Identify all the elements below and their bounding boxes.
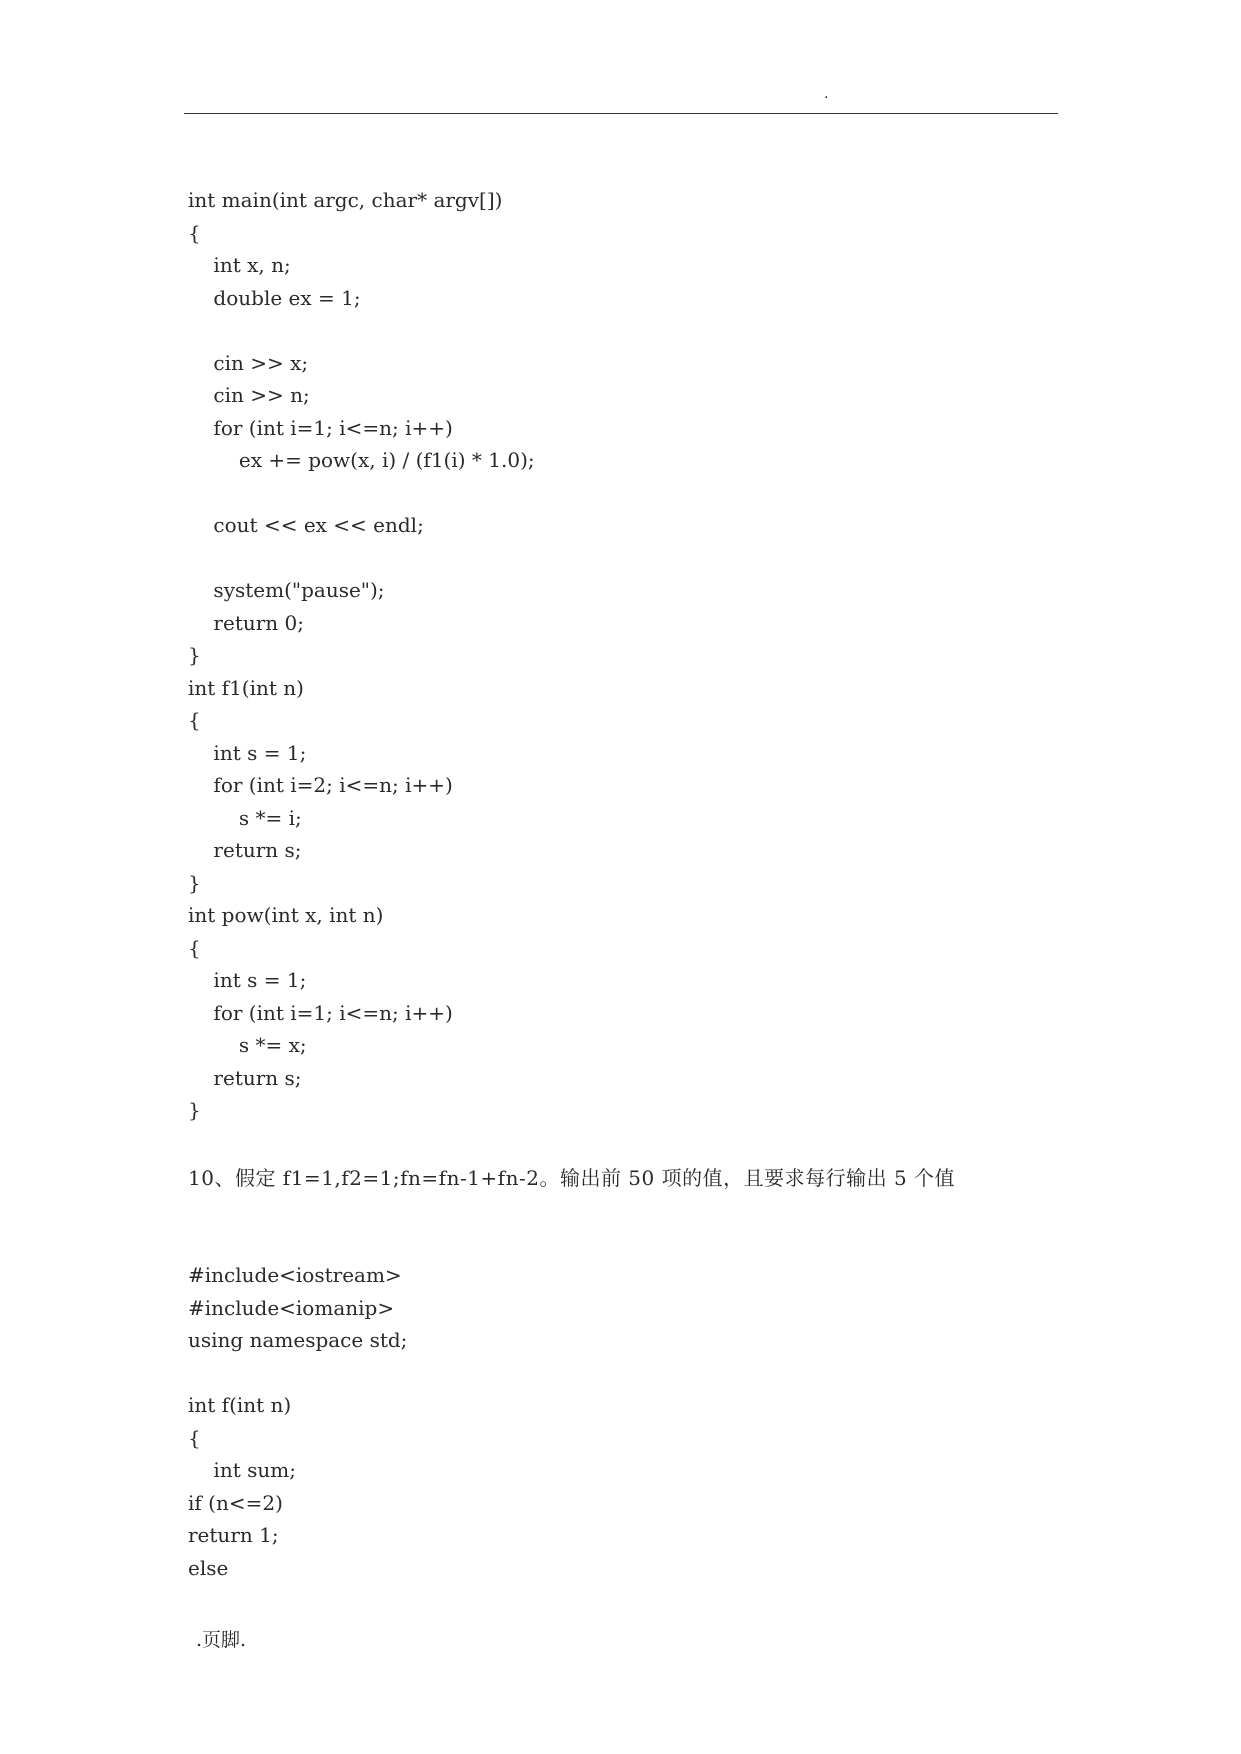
header-rule [184,113,1058,114]
question-10: 10、假定 f1=1,f2=1;fn=fn-1+fn-2。输出前 50 项的值，且要求每行输出 5 个值 [188,1166,956,1190]
code-block-main-f1-pow: int main(int argc, char* argv[]) { int x, n; double ex = 1; cin >> x; cin >> n; for (int i=1; i<=n; i++) ex += pow(x, i) / (f1(i) * 1.0); cout << ex << endl; system("pause"); return 0; } int f1(int n) { int s = 1; for (int i=2; i<=n; i++) s *= i; return s; } int pow(int x, int n) { int s = 1; for (int i=1; i<=n; i++) s *= x; return s; } [188,188,535,1122]
page-footer: .页脚. [196,1629,247,1651]
header-mark: . [824,86,829,102]
code-block-fibonacci: #include<iostream> #include<iomanip> using namespace std; int f(int n) { int sum; if (n<=2) return 1; else [188,1263,408,1580]
